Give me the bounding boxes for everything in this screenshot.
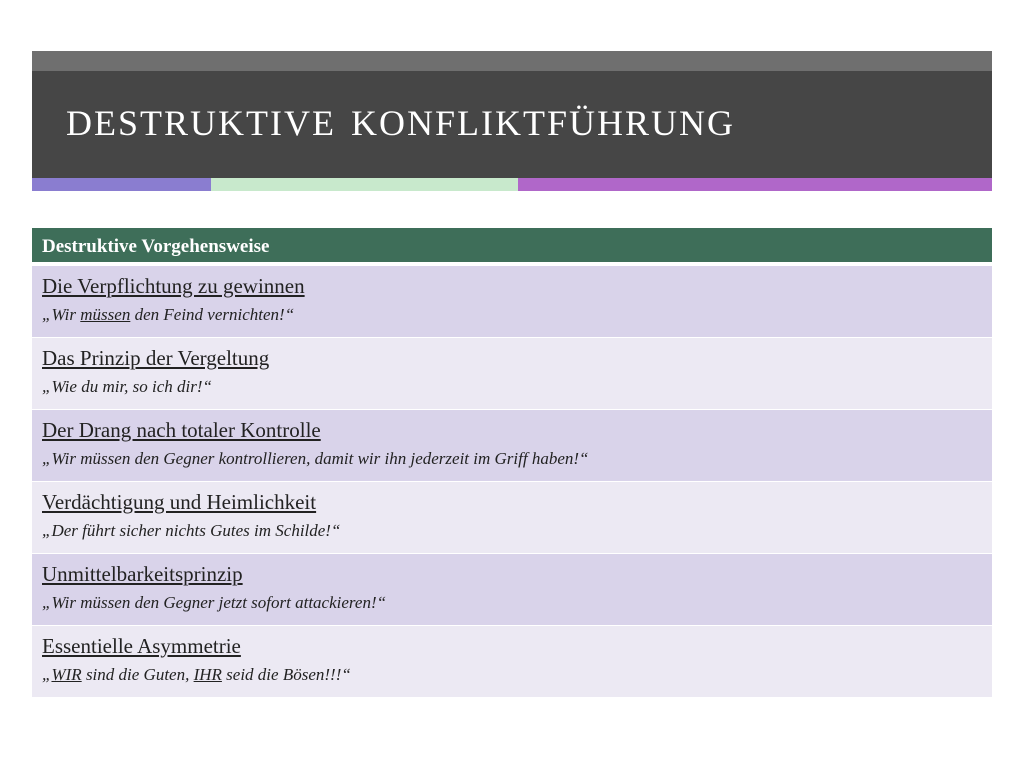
- row-quote: [42, 663, 992, 687]
- row-quote: [42, 303, 992, 327]
- accent-bar-violet: [518, 178, 992, 191]
- quote-fragment: müssen: [80, 305, 131, 324]
- quote-fragment: seid die Bösen!!!“: [221, 665, 351, 684]
- row-title: Die Verpflichtung zu gewinnen: [42, 274, 305, 298]
- quote-fragment: WIR: [51, 665, 82, 684]
- table-row: [32, 482, 992, 554]
- quote-fragment: „: [42, 665, 52, 684]
- row-title: Das Prinzip der Vergeltung: [42, 346, 270, 370]
- row-quote: [42, 447, 992, 471]
- row-quote: [42, 519, 992, 543]
- quote-fragment: „Der führt sicher nichts Gutes im Schilde!“: [42, 521, 341, 540]
- table-header: Destruktive Vorgehensweise: [32, 228, 992, 266]
- table-row: [32, 338, 992, 410]
- table-row: [32, 554, 992, 626]
- slide-title: destruktive konfliktführung: [66, 90, 735, 147]
- table-row: [32, 410, 992, 482]
- quote-fragment: „Wie du mir, so ich dir!“: [42, 377, 213, 396]
- accent-bar-purple: [32, 178, 211, 191]
- accent-bar-green: [211, 178, 518, 191]
- row-quote: [42, 375, 992, 399]
- approach-table: [32, 228, 992, 698]
- row-title: Der Drang nach totaler Kontrolle: [42, 418, 321, 442]
- quote-fragment: sind die Guten,: [81, 665, 194, 684]
- quote-fragment: IHR: [193, 665, 222, 684]
- table-row: [32, 266, 992, 338]
- quote-fragment: den Feind vernichten!“: [130, 305, 295, 324]
- row-title: Verdächtigung und Heimlichkeit: [42, 490, 317, 514]
- quote-fragment: „Wir müssen den Gegner jetzt sofort attackieren!“: [42, 593, 387, 612]
- quote-fragment: „Wir: [42, 305, 81, 324]
- table-row: [32, 626, 992, 698]
- row-quote: [42, 591, 992, 615]
- row-title: Essentielle Asymmetrie: [42, 634, 241, 658]
- title-band-stripe: [32, 51, 992, 71]
- table-body: [32, 266, 992, 698]
- title-band: [32, 51, 992, 178]
- quote-fragment: „Wir müssen den Gegner kontrollieren, damit wir ihn jederzeit im Griff haben!“: [42, 449, 589, 468]
- row-title: Unmittelbarkeitsprinzip: [42, 562, 243, 586]
